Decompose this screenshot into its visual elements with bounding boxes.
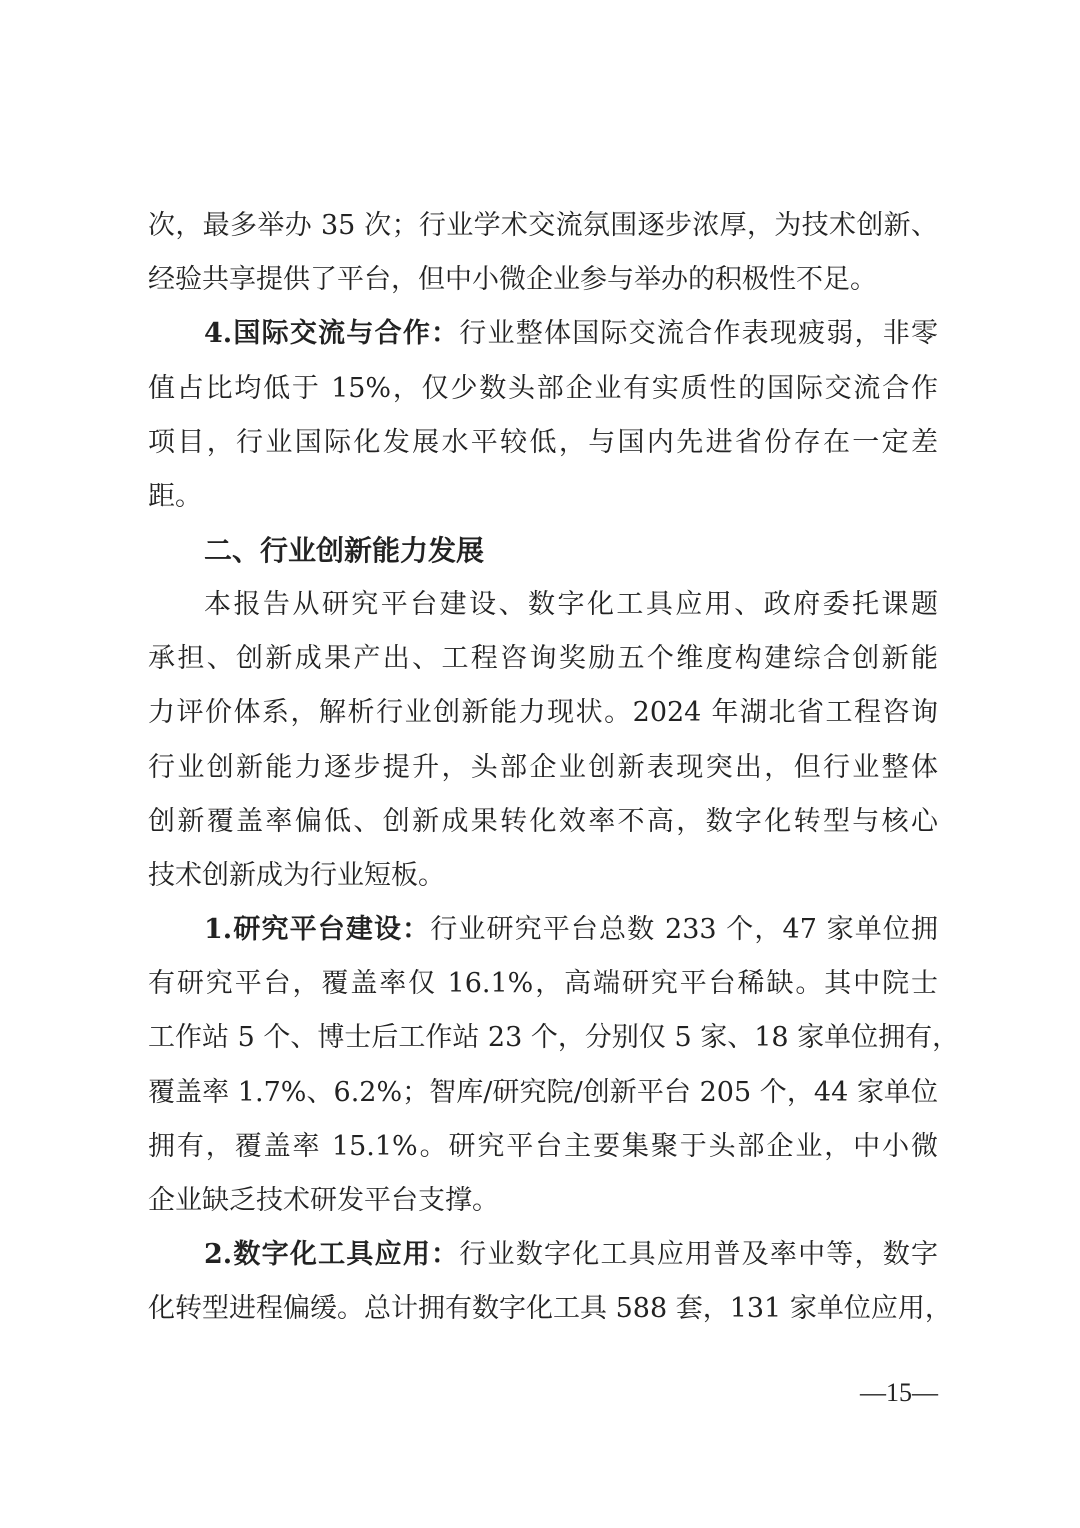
body-text-line: 有研究平台，覆盖率仅 16.1%，高端研究平台稀缺。其中院士 [148,968,938,999]
body-text-line: 值占比均低于 15%，仅少数头部企业有实质性的国际交流合作 [148,373,938,404]
section-item-title: 2.数字化工具应用： [204,1239,460,1270]
body-text-line: 化转型进程偏缓。总计拥有数字化工具 588 套，131 家单位应用， [148,1293,952,1324]
body-text: 行业整体国际交流合作表现疲弱，非零 [459,318,939,349]
body-text-line: 力评价体系，解析行业创新能力现状。2024 年湖北省工程咨询 [148,697,938,728]
body-text-line: 距。 [148,481,202,512]
body-text-line: 创新覆盖率偏低、创新成果转化效率不高，数字化转型与核心 [148,806,938,837]
page-number: —15— [860,1378,938,1407]
body-text-line: 经验共享提供了平台，但中小微企业参与举办的积极性不足。 [148,264,877,295]
body-text-line: 次，最多举办 35 次；行业学术交流氛围逐步浓厚，为技术创新、 [148,210,938,241]
section-item-line [204,1235,938,1275]
body-text-line: 企业缺乏技术研发平台支撑。 [148,1185,499,1216]
section-item-title: 4.国际交流与合作： [204,318,460,349]
body-text: 行业数字化工具应用普及率中等，数字 [459,1239,939,1270]
body-text-line: 技术创新成为行业短板。 [148,860,445,891]
body-text-line: 拥有，覆盖率 15.1%。研究平台主要集聚于头部企业，中小微 [148,1131,938,1162]
section-item-title: 1.研究平台建设： [204,914,431,945]
body-text-line: 项目，行业国际化发展水平较低，与国内先进省份存在一定差 [148,427,938,458]
body-text: 行业研究平台总数 233 个，47 家单位拥 [430,914,939,945]
body-text-line: 承担、创新成果产出、工程咨询奖励五个维度构建综合创新能 [148,643,938,674]
body-text-line: 覆盖率 1.7%、6.2%；智库/研究院/创新平台 205 个，44 家单位 [148,1077,938,1108]
section-item-line [204,910,938,950]
section-heading: 二、行业创新能力发展 [204,534,485,567]
body-text-line: 本报告从研究平台建设、数字化工具应用、政府委托课题 [204,589,938,620]
section-item-line [204,314,938,354]
body-text-line: 行业创新能力逐步提升，头部企业创新表现突出，但行业整体 [148,752,938,783]
body-text-line: 工作站 5 个、博士后工作站 23 个，分别仅 5 家、18 家单位拥有， [148,1022,960,1053]
